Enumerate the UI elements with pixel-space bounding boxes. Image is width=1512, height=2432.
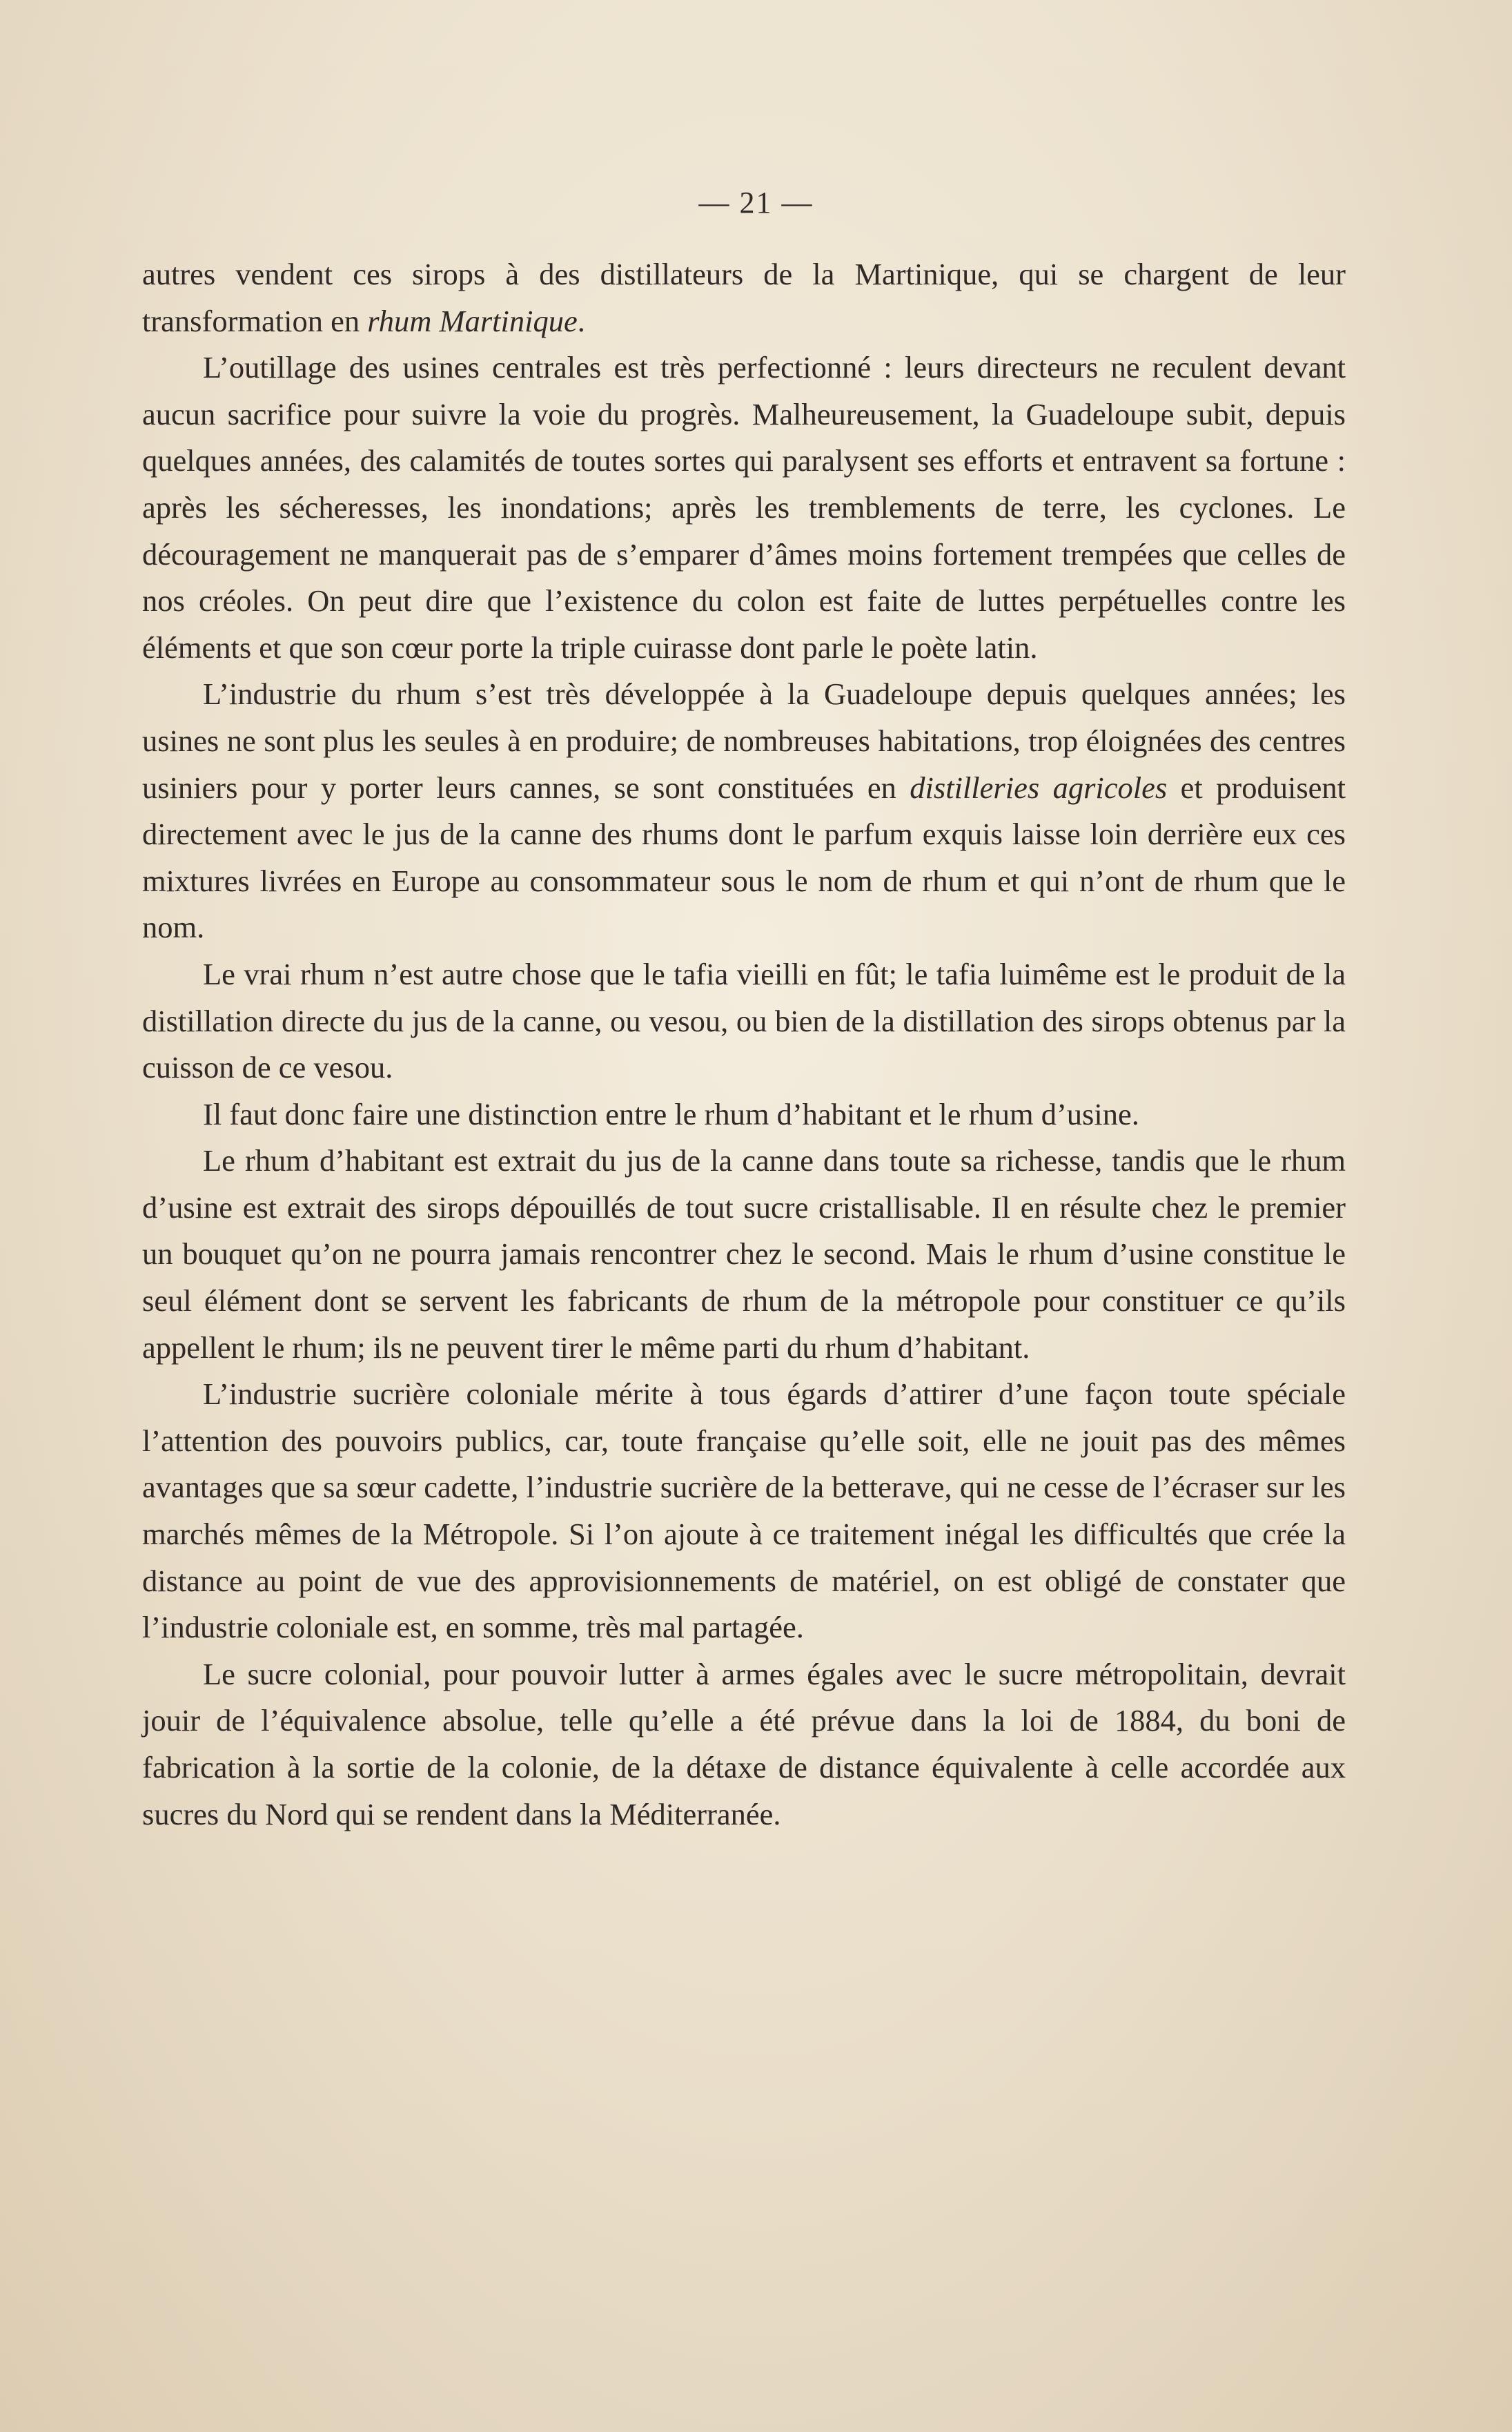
text-segment: . — [577, 303, 585, 338]
text-segment: L’industrie sucrière coloniale mérite à tous égards d’attirer d’une façon toute spéciale l’attention des pouvoirs publics, car, toute française qu’elle soit, elle ne jouit pas des mêmes avantages que sa sœur cadette, l’industrie sucrière de la betterave, qui ne cesse de l’écraser sur les marchés mêmes de la Métropole. Si l’on ajoute à ce traitement inégal les difficultés que crée la distance au point de vue des approvisionnements de matériel, on est obligé de constater que l’industrie coloniale est, en somme, très mal partagée. — [142, 1376, 1346, 1645]
paragraph-1 — [142, 251, 1346, 344]
text-segment: Il faut donc faire une distinction entre le rhum d’habitant et le rhum d’usine. — [203, 1096, 1139, 1131]
text-segment: Le sucre colonial, pour pouvoir lutter à armes égales avec le sucre métropolitain, devrait jouir de l’équivalence absolue, telle qu’elle a été prévue dans la loi de 1884, du boni de fabrication à la sortie de la colonie, de la détaxe de distance équivalente à celle accordée aux sucres du Nord qui se rendent dans la Méditerranée. — [142, 1656, 1346, 1831]
text-segment-italic: rhum Martinique — [367, 303, 578, 338]
paragraph-5 — [142, 1091, 1346, 1138]
paragraph-3 — [142, 671, 1346, 951]
paragraph-7 — [142, 1371, 1346, 1651]
paragraph-8 — [142, 1651, 1346, 1838]
paragraph-4 — [142, 951, 1346, 1091]
text-segment: Le rhum d’habitant est extrait du jus de la canne dans toute sa richesse, tandis que le rhum d’usine est extrait des sirops dépouillés de tout sucre cristallisable. Il en résulte chez le premier un bouquet qu’on ne pourra jamais rencontrer chez le second. Mais le rhum d’usine constitue le seul élément dont se servent les fabricants de rhum de la métropole pour constituer ce qu’ils appellent le rhum; ils ne peuvent tirer le même parti du rhum d’habitant. — [142, 1143, 1346, 1365]
text-segment-italic: distilleries agricoles — [910, 770, 1168, 805]
text-segment: autres vendent ces sirops à des distillateurs de la Martinique, qui se chargent de leur transformation en — [142, 257, 1346, 338]
paragraph-6 — [142, 1138, 1346, 1371]
body-text — [142, 251, 1346, 1838]
text-segment: L’industrie du rhum s’est très développée à la Guadeloupe depuis quelques années; les usines ne sont plus les seules à en produire; de nombreuses habitations, trop éloignées des centres usiniers pour y porter leurs cannes, se sont constituées en — [142, 677, 1346, 805]
text-segment: L’outillage des usines centrales est très perfectionné : leurs directeurs ne reculent devant aucun sacrifice pour suivre la voie du progrès. Malheureusement, la Guadeloupe subit, depuis quelques années, des calamités de toutes sortes qui paralysent ses efforts et entravent sa fortune : après les sécheresses, les inondations; après les tremblements de terre, les cyclones. Le découragement ne manquerait pas de s’emparer d’âmes moins fortement trempées que celles de nos créoles. On peut dire que l’existence du colon est faite de luttes perpétuelles contre les éléments et que son cœur porte la triple cuirasse dont parle le poète latin. — [142, 350, 1346, 665]
page-number: — 21 — — [698, 186, 814, 220]
paragraph-2 — [142, 344, 1346, 671]
text-segment: Le vrai rhum n’est autre chose que le tafia vieilli en fût; le tafia luimême est le produit de la distillation directe du jus de la canne, ou vesou, ou bien de la distillation des sirops obtenus par la cuisson de ce vesou. — [142, 956, 1346, 1085]
text-segment: et produisent directement avec le jus de la canne des rhums dont le parfum exquis laisse loin derrière eux ces mixtures livrées en Europe au consommateur sous le nom de rhum et qui n’ont de rhum que le nom. — [142, 770, 1346, 945]
